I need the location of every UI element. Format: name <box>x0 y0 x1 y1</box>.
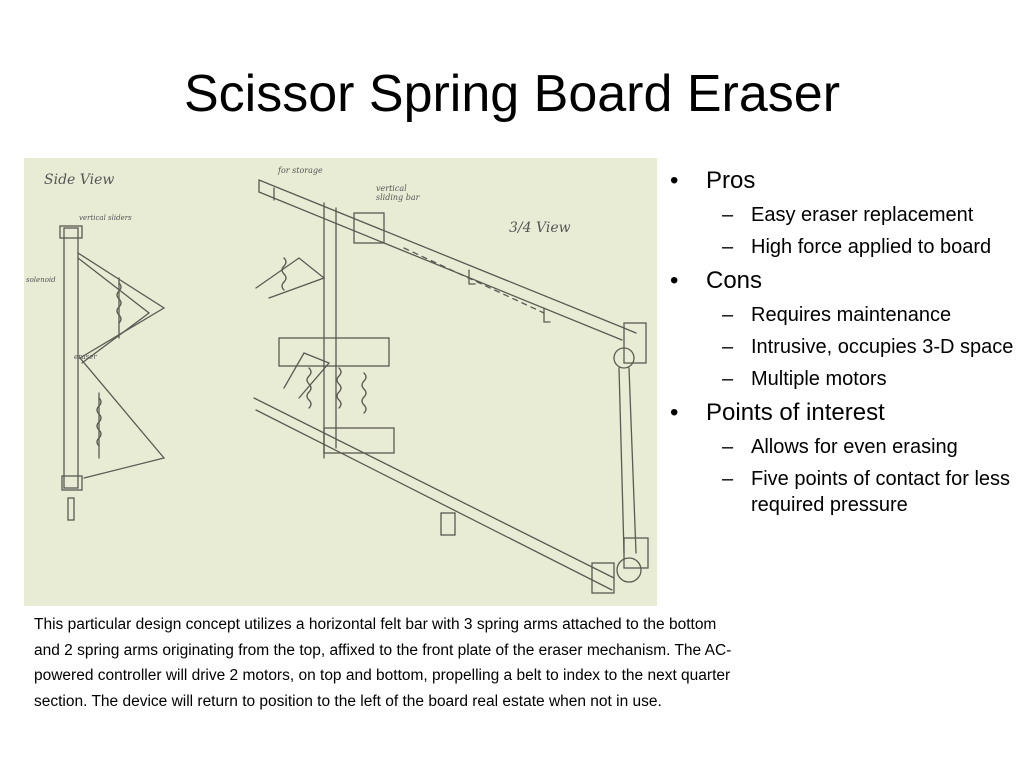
vertical-sliding-bar-label: vertical sliding bar <box>376 184 420 202</box>
solenoid-label: solenoid <box>26 276 56 284</box>
dash-icon: – <box>722 204 734 226</box>
sub-bullet <box>664 434 1020 460</box>
sub-bullet-text: Requires maintenance <box>751 304 952 326</box>
dash-icon: – <box>722 468 734 490</box>
side-view-label: Side View <box>44 172 115 188</box>
bullet-dot-icon: • <box>670 267 679 294</box>
design-sketch-image <box>24 158 657 606</box>
for-storage-label: for storage <box>278 166 323 175</box>
bullet-dot-icon: • <box>670 399 679 426</box>
sub-bullet-text: Easy eraser replacement <box>751 204 974 226</box>
sub-bullet <box>664 302 1020 328</box>
slide-title: Scissor Spring Board Eraser <box>183 65 841 123</box>
sub-bullet-text: Allows for even erasing <box>751 436 958 458</box>
sub-bullet <box>664 466 1020 518</box>
bullet-label: Pros <box>706 167 756 194</box>
dash-icon: – <box>722 436 734 458</box>
bullet-list <box>664 160 1020 518</box>
sub-bullet <box>664 234 1020 260</box>
sub-bullet <box>664 202 1020 228</box>
dash-icon: – <box>722 236 734 258</box>
bullet-pros <box>664 166 1020 196</box>
eraser-label: eraser <box>74 353 97 361</box>
dash-icon: – <box>722 368 734 390</box>
bullet-label: Points of interest <box>706 399 885 426</box>
sub-bullet-text: Multiple motors <box>751 368 887 390</box>
bullet-points-of-interest <box>664 398 1020 428</box>
bullet-cons <box>664 266 1020 296</box>
sub-bullet <box>664 366 1020 392</box>
bullet-label: Cons <box>706 267 763 294</box>
dash-icon: – <box>722 336 734 358</box>
vertical-sliders-label: vertical sliders <box>79 214 132 222</box>
sub-bullet <box>664 334 1020 360</box>
sub-bullet-text: High force applied to board <box>751 236 992 258</box>
bullet-dot-icon: • <box>670 167 679 194</box>
sub-bullet-text: Intrusive, occupies 3-D space <box>751 336 1014 358</box>
design-caption: This particular design concept utilizes a horizontal felt bar with 3 spring arms attached to the bottom and 2 spring arms originating from the top, affixed to the front plate of the eraser mechanism. The AC-powered controller will drive 2 motors, on top and bottom, propelling a belt to index to the next quarter section. The device will return to position to the left of the board real estate when not in use. <box>34 616 732 710</box>
sub-bullet-text: Five points of contact for less required pressure <box>751 468 1011 516</box>
dash-icon: – <box>722 304 734 326</box>
three-quarter-view-label: 3/4 View <box>509 220 571 236</box>
